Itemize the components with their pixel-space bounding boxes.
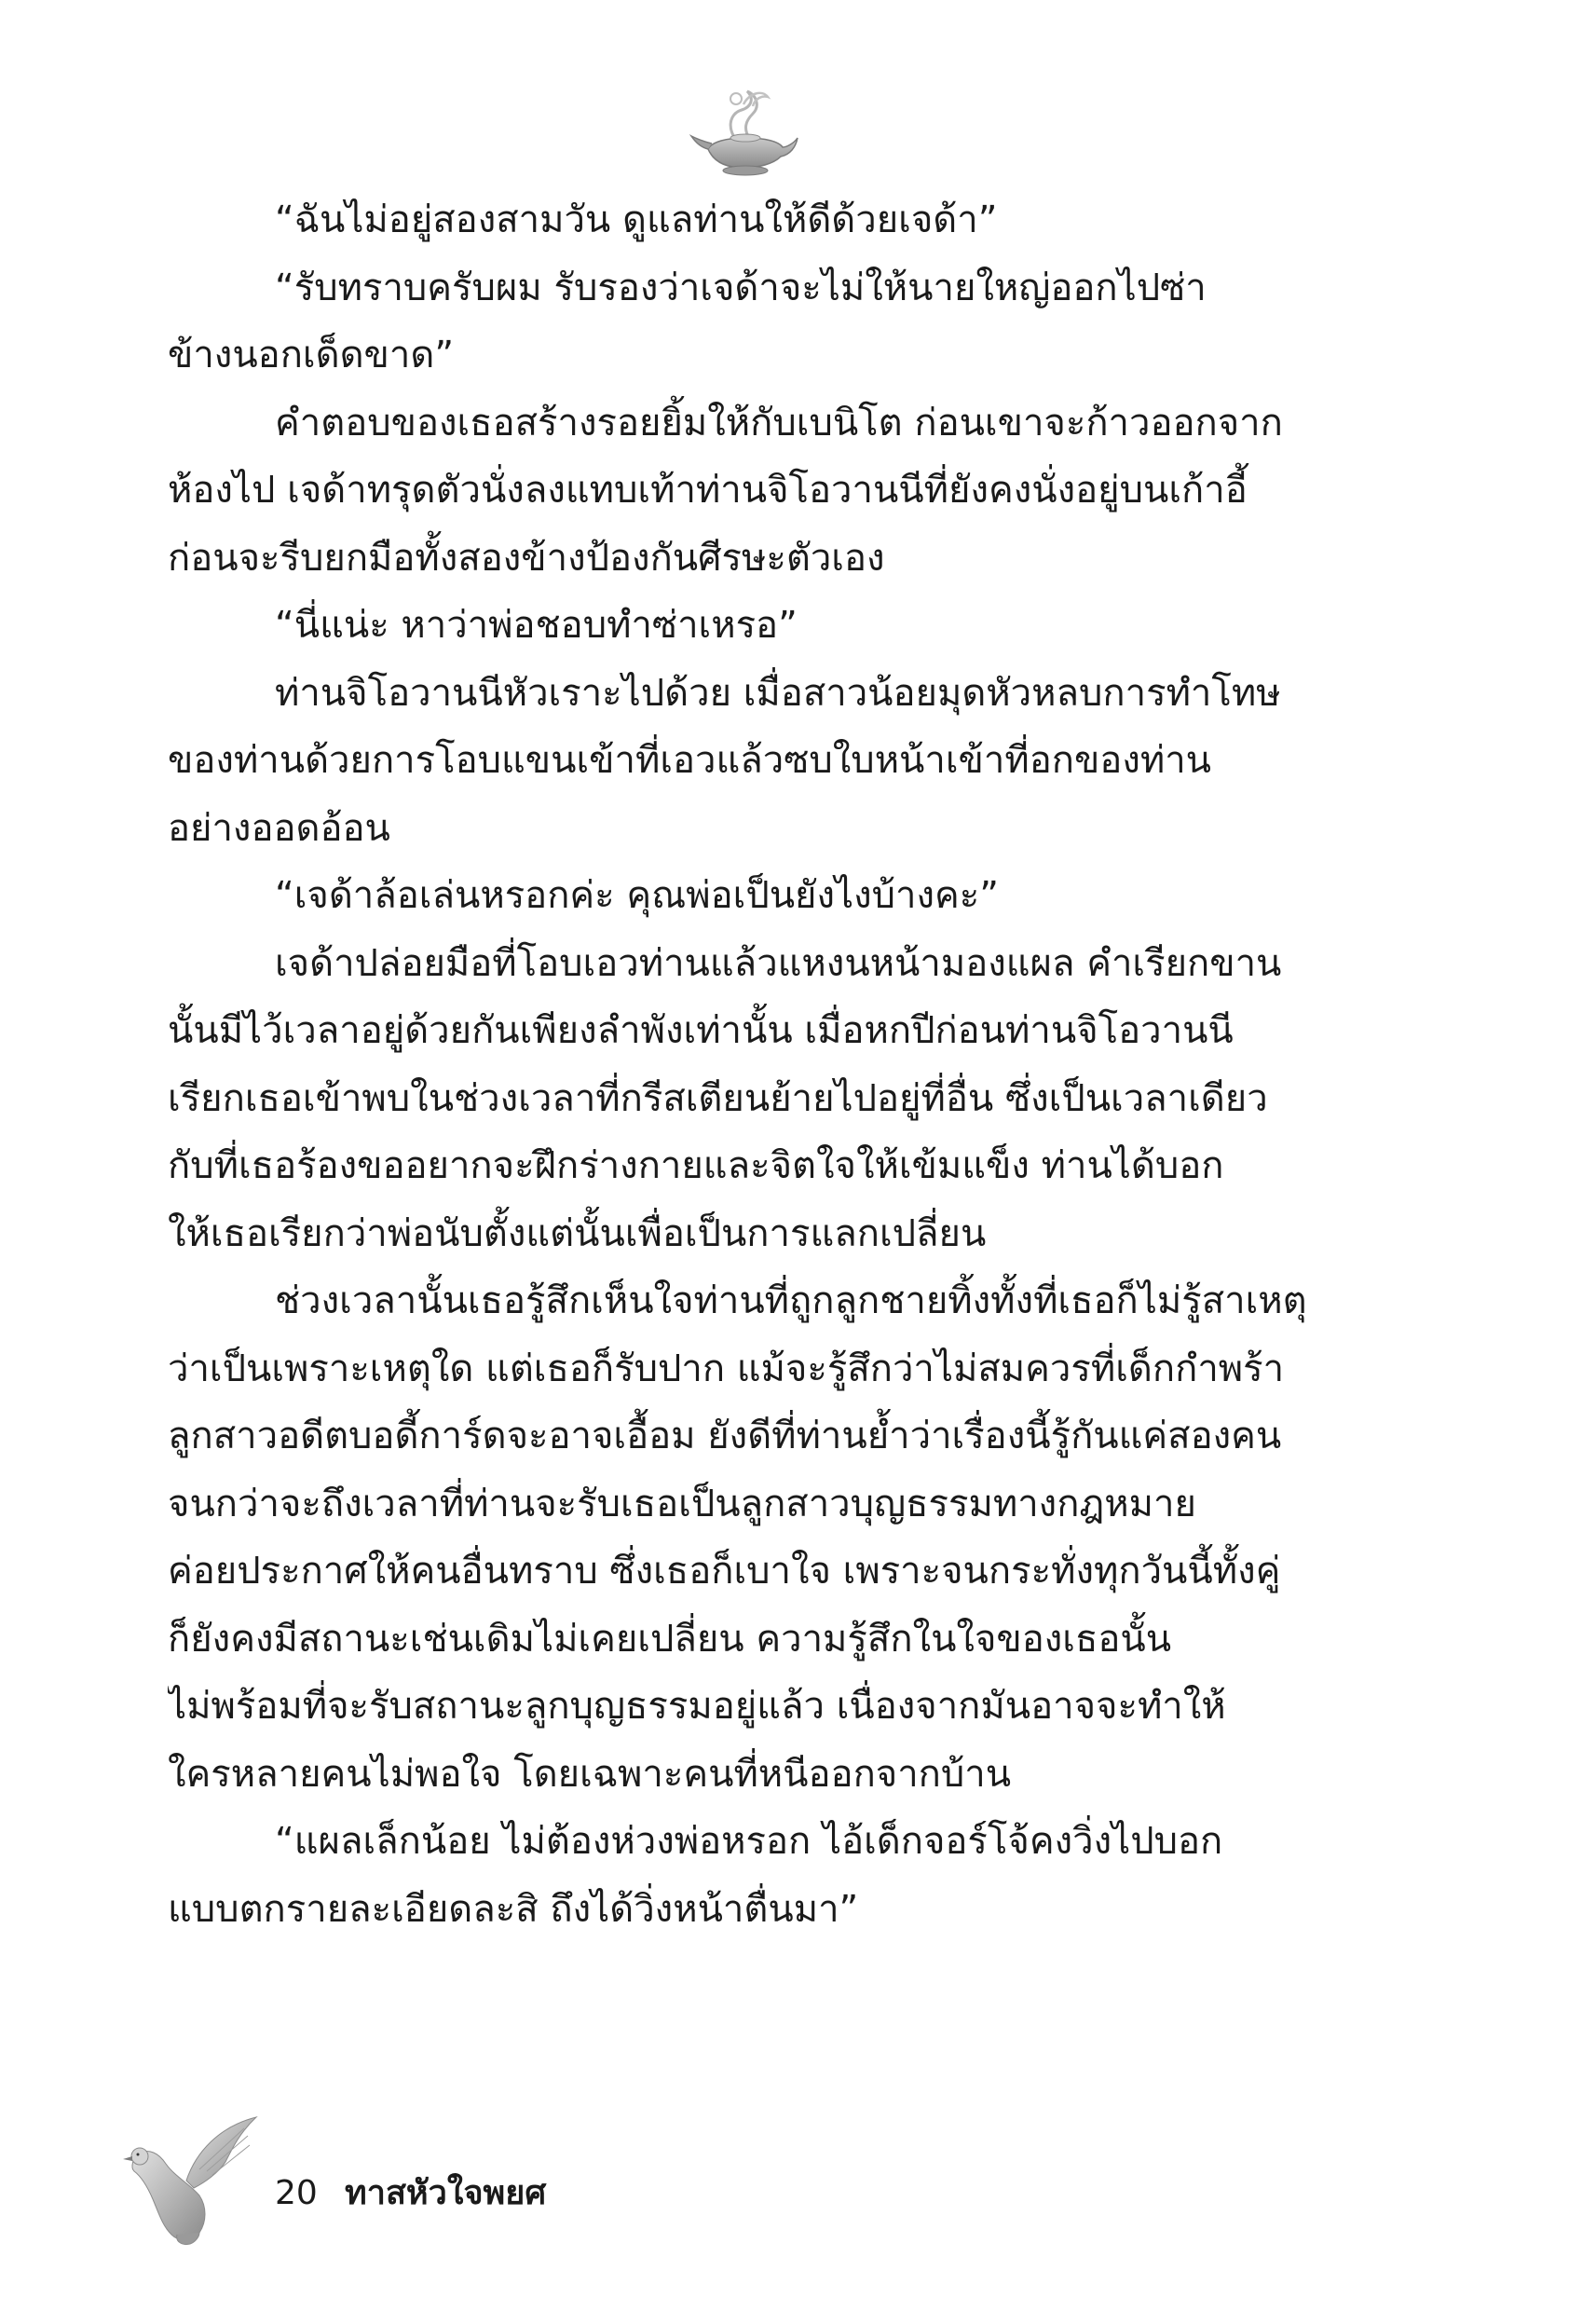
text-line: “แผลเล็กน้อย ไม่ต้องห่วงพ่อหรอก ไอ้เด็กจอร์โจ้คงวิ่งไปบอก: [275, 1820, 1223, 1863]
text-line: อย่างออดอ้อน: [168, 806, 390, 850]
text-line: ให้เธอเรียกว่าพ่อนับตั้งแต่นั้นเพื่อเป็นการแลกเปลี่ยน: [168, 1211, 987, 1255]
text-line: แบบตกรายละเอียดละสิ ถึงได้วิ่งหน้าตื่นมา”: [168, 1887, 859, 1931]
text-line: ก่อนจะรีบยกมือทั้งสองข้างป้องกันศีรษะตัวเอง: [168, 536, 885, 580]
text-line: “เจด้าล้อเล่นหรอกค่ะ คุณพ่อเป็นยังไงบ้างคะ”: [275, 874, 1000, 917]
dove-icon: [121, 2115, 261, 2246]
text-line: นั้นมีไว้เวลาอยู่ด้วยกันเพียงลำพังเท่านั้น เมื่อหกปีก่อนท่านจิโอวานนี: [168, 1009, 1234, 1052]
text-line: ท่านจิโอวานนีหัวเราะไปด้วย เมื่อสาวน้อยมุดหัวหลบการทำโทษ: [275, 671, 1281, 715]
text-line: ว่าเป็นเพราะเหตุใด แต่เธอก็รับปาก แม้จะรู้สึกว่าไม่สมควรที่เด็กกำพร้า: [168, 1347, 1285, 1390]
text-line: “นี่แน่ะ หาว่าพ่อชอบทำซ่าเหรอ”: [275, 604, 798, 647]
text-line: “รับทราบครับผม รับรองว่าเจด้าจะไม่ให้นายใหญ่ออกไปซ่า: [275, 266, 1207, 309]
body-text: [168, 186, 1332, 1943]
text-line: ของท่านด้วยการโอบแขนเข้าที่เอวแล้วซบใบหน้าเข้าที่อกของท่าน: [168, 739, 1212, 782]
book-title: ทาสหัวใจพยศ: [345, 2174, 547, 2212]
text-line: ข้างนอกเด็ดขาด”: [168, 334, 455, 376]
text-line: เจด้าปล่อยมือที่โอบเอวท่านแล้วแหงนหน้ามองแผล คำเรียกขาน: [275, 941, 1282, 985]
text-line: ห้องไป เจด้าทรุดตัวนั่งลงแทบเท้าท่านจิโอวานนีที่ยังคงนั่งอยู่บนเก้าอี้: [168, 469, 1248, 512]
text-line: ไม่พร้อมที่จะรับสถานะลูกบุญธรรมอยู่แล้ว เนื่องจากมันอาจจะทำให้: [168, 1685, 1226, 1728]
page-number: 20: [275, 2174, 318, 2212]
text-line: คำตอบของเธอสร้างรอยยิ้มให้กับเบนิโต ก่อนเขาจะก้าวออกจาก: [275, 401, 1283, 444]
text-line: “ฉันไม่อยู่สองสามวัน ดูแลท่านให้ดีด้วยเจด้า”: [275, 198, 998, 241]
text-line: กับที่เธอร้องขออยากจะฝึกร่างกายและจิตใจให้เข้มแข็ง ท่านได้บอก: [168, 1144, 1224, 1187]
text-line: เรียกเธอเข้าพบในช่วงเวลาที่กรีสเตียนย้ายไปอยู่ที่อื่น ซึ่งเป็นเวลาเดียว: [168, 1076, 1268, 1120]
text-line: ลูกสาวอดีตบอดี้การ์ดจะอาจเอื้อม ยังดีที่ท่านย้ำว่าเรื่องนี้รู้กันแค่สองคน: [168, 1415, 1282, 1457]
text-line: ช่วงเวลานั้นเธอรู้สึกเห็นใจท่านที่ถูกลูกชายทิ้งทั้งที่เธอก็ไม่รู้สาเหตุ: [275, 1279, 1307, 1322]
text-line: ก็ยังคงมีสถานะเช่นเดิมไม่เคยเปลี่ยน ความรู้สึกในใจของเธอนั้น: [168, 1617, 1172, 1661]
text-line: ใครหลายคนไม่พอใจ โดยเฉพาะคนที่หนีออกจากบ้าน: [168, 1752, 1012, 1796]
text-line: จนกว่าจะถึงเวลาที่ท่านจะรับเธอเป็นลูกสาวบุญธรรมทางกฎหมาย: [168, 1482, 1196, 1525]
genie-lamp-icon: [689, 76, 801, 179]
text-line: ค่อยประกาศให้คนอื่นทราบ ซึ่งเธอก็เบาใจ เพราะจนกระทั่งทุกวันนี้ทั้งคู่: [168, 1550, 1281, 1593]
page-footer: [112, 2115, 671, 2246]
